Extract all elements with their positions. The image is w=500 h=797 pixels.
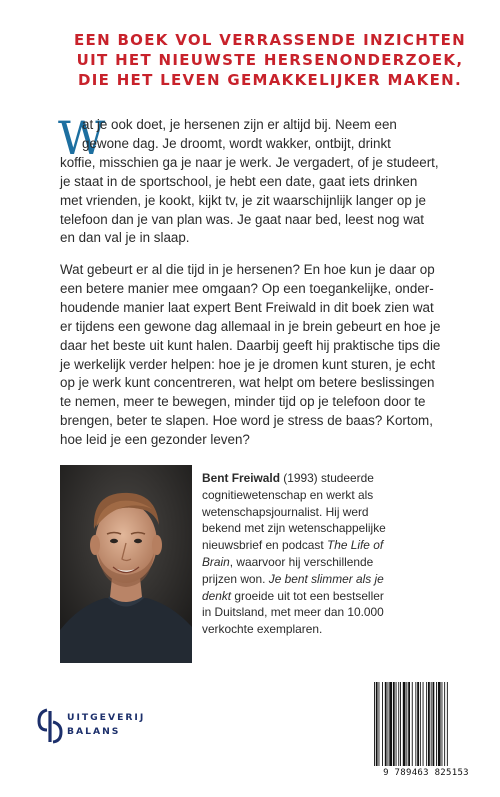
barcode-bar (426, 682, 427, 766)
drop-cap: W (58, 111, 106, 165)
description-paragraph (60, 261, 460, 450)
intro-line: je staat in de sportschool, je hebt een date, gaat iets drinken (60, 173, 418, 189)
barcode-bar (412, 682, 413, 766)
barcode-bar (379, 682, 380, 766)
barcode-bar (406, 682, 407, 766)
description-line: brengen, beter te slapen. Hoe word je stress de baas? Kortom, (60, 413, 433, 429)
barcode-bar (438, 682, 441, 766)
bio-line: verkochte exemplaren. (202, 622, 323, 637)
headline-line-3: DIE HET LEVEN GEMAKKELIJKER MAKEN. (78, 71, 462, 89)
barcode-bar (444, 682, 445, 766)
headline-line-2: UIT HET NIEUWSTE HERSENONDERZOEK, (76, 51, 464, 69)
barcode-bar (408, 682, 410, 766)
barcode-bar (428, 682, 430, 766)
barcode-bar (417, 682, 419, 766)
intro-line: gewone dag. Je droomt, wordt wakker, ontbijt, drinkt (82, 135, 391, 151)
barcode-bar (442, 682, 443, 766)
podcast-title: Brain (202, 554, 230, 569)
headline-line-1: EEN BOEK VOL VERRASSENDE INZICHTEN (73, 31, 467, 49)
intro-line: koffie, misschien ga je naar je werk. Je vergadert, of je studeert, (60, 154, 439, 170)
description-line: je werkelijk verder helpen: hoe je je dromen kunt sturen, je echt (60, 356, 436, 372)
description-line: Wat gebeurt er al die tijd in je hersenen? En hoe kun je daar op (60, 262, 435, 277)
intro-line: telefoon dan je van plan was. Je gaat naar bed, leest nog wat (60, 211, 425, 227)
intro-paragraph (58, 111, 460, 248)
bio-line: bekend met zijn wetenschappelijke (202, 521, 386, 536)
barcode-bar (396, 682, 397, 766)
barcode-bar (389, 682, 392, 766)
description-line: te nemen, meer te bewegen, minder tijd op je telefoon door te (60, 394, 426, 410)
description-line: hoe leid je een gezonder leven? (60, 432, 250, 448)
intro-line: en dan val je in slaap. (60, 230, 190, 246)
bio-line: in Duitsland, met meer dan 10.000 (202, 605, 384, 620)
bio-line: prijzen won. Je bent slimmer als je (202, 571, 384, 586)
bio-line: nieuwsbrief en podcast The Life of (202, 538, 384, 553)
headline (60, 30, 480, 90)
bio-line: wetenschapsjournalist. Hij werd (202, 504, 369, 519)
barcode-bar (415, 682, 416, 766)
barcode-bar (376, 682, 378, 766)
isbn-barcode (366, 676, 486, 783)
barcode-bar (393, 682, 395, 766)
author-bio (202, 470, 472, 638)
barcode-bar (431, 682, 432, 766)
description-line: houdende manier laat expert Bent Freiwald in dit boek zien wat (60, 299, 434, 315)
book-title: Je bent slimmer als je (268, 571, 384, 586)
description-line: op je werk kunt concentreren, wat helpt om betere beslissingen (60, 375, 435, 391)
barcode-bar (420, 682, 421, 766)
balans-logo-icon (37, 708, 63, 744)
barcode-bar (436, 682, 437, 766)
author-name: Bent Freiwald (202, 471, 280, 485)
barcode-bar (403, 682, 406, 766)
book-title: denkt (202, 588, 232, 603)
publisher-name: UITGEVERIJ BALANS (67, 712, 146, 737)
description-line: er tijdens een gewone dag allemaal in je brein gebeurt en hoe je (60, 318, 441, 334)
description-line: daar het beste uit kunt halen. Daarbij geeft hij praktische tips die (60, 337, 441, 353)
barcode-bar (423, 682, 424, 766)
description-line: een betere manier mee omgaan? Op een toegankelijke, onder- (60, 280, 434, 296)
bio-line: Bent Freiwald (1993) studeerde (202, 471, 374, 485)
podcast-title: The Life of (326, 538, 384, 553)
intro-line: at je ook doet, je hersenen zijn er altijd bij. Neem een (82, 117, 397, 132)
author-photo (60, 465, 192, 663)
bio-line: Brain, waarvoor hij verschillende (202, 554, 374, 569)
barcode-bar (374, 682, 375, 766)
barcode-bar (447, 682, 448, 766)
bio-line: cognitiewetenschap en werkt als (202, 487, 374, 502)
intro-line: met vrienden, je kookt, kijkt tv, je zit waarschijnlijk langer op je (60, 192, 426, 208)
bio-line: denkt groeide uit tot een bestseller (202, 588, 384, 603)
barcode-bar (382, 682, 383, 766)
barcode-bar (388, 682, 389, 766)
barcode-bar (385, 682, 387, 766)
barcode-icon (372, 682, 480, 766)
barcode-bar (400, 682, 401, 766)
barcode-bar (433, 682, 435, 766)
isbn-number: 9 789463 825153 (383, 768, 469, 778)
barcode-bar (398, 682, 399, 766)
